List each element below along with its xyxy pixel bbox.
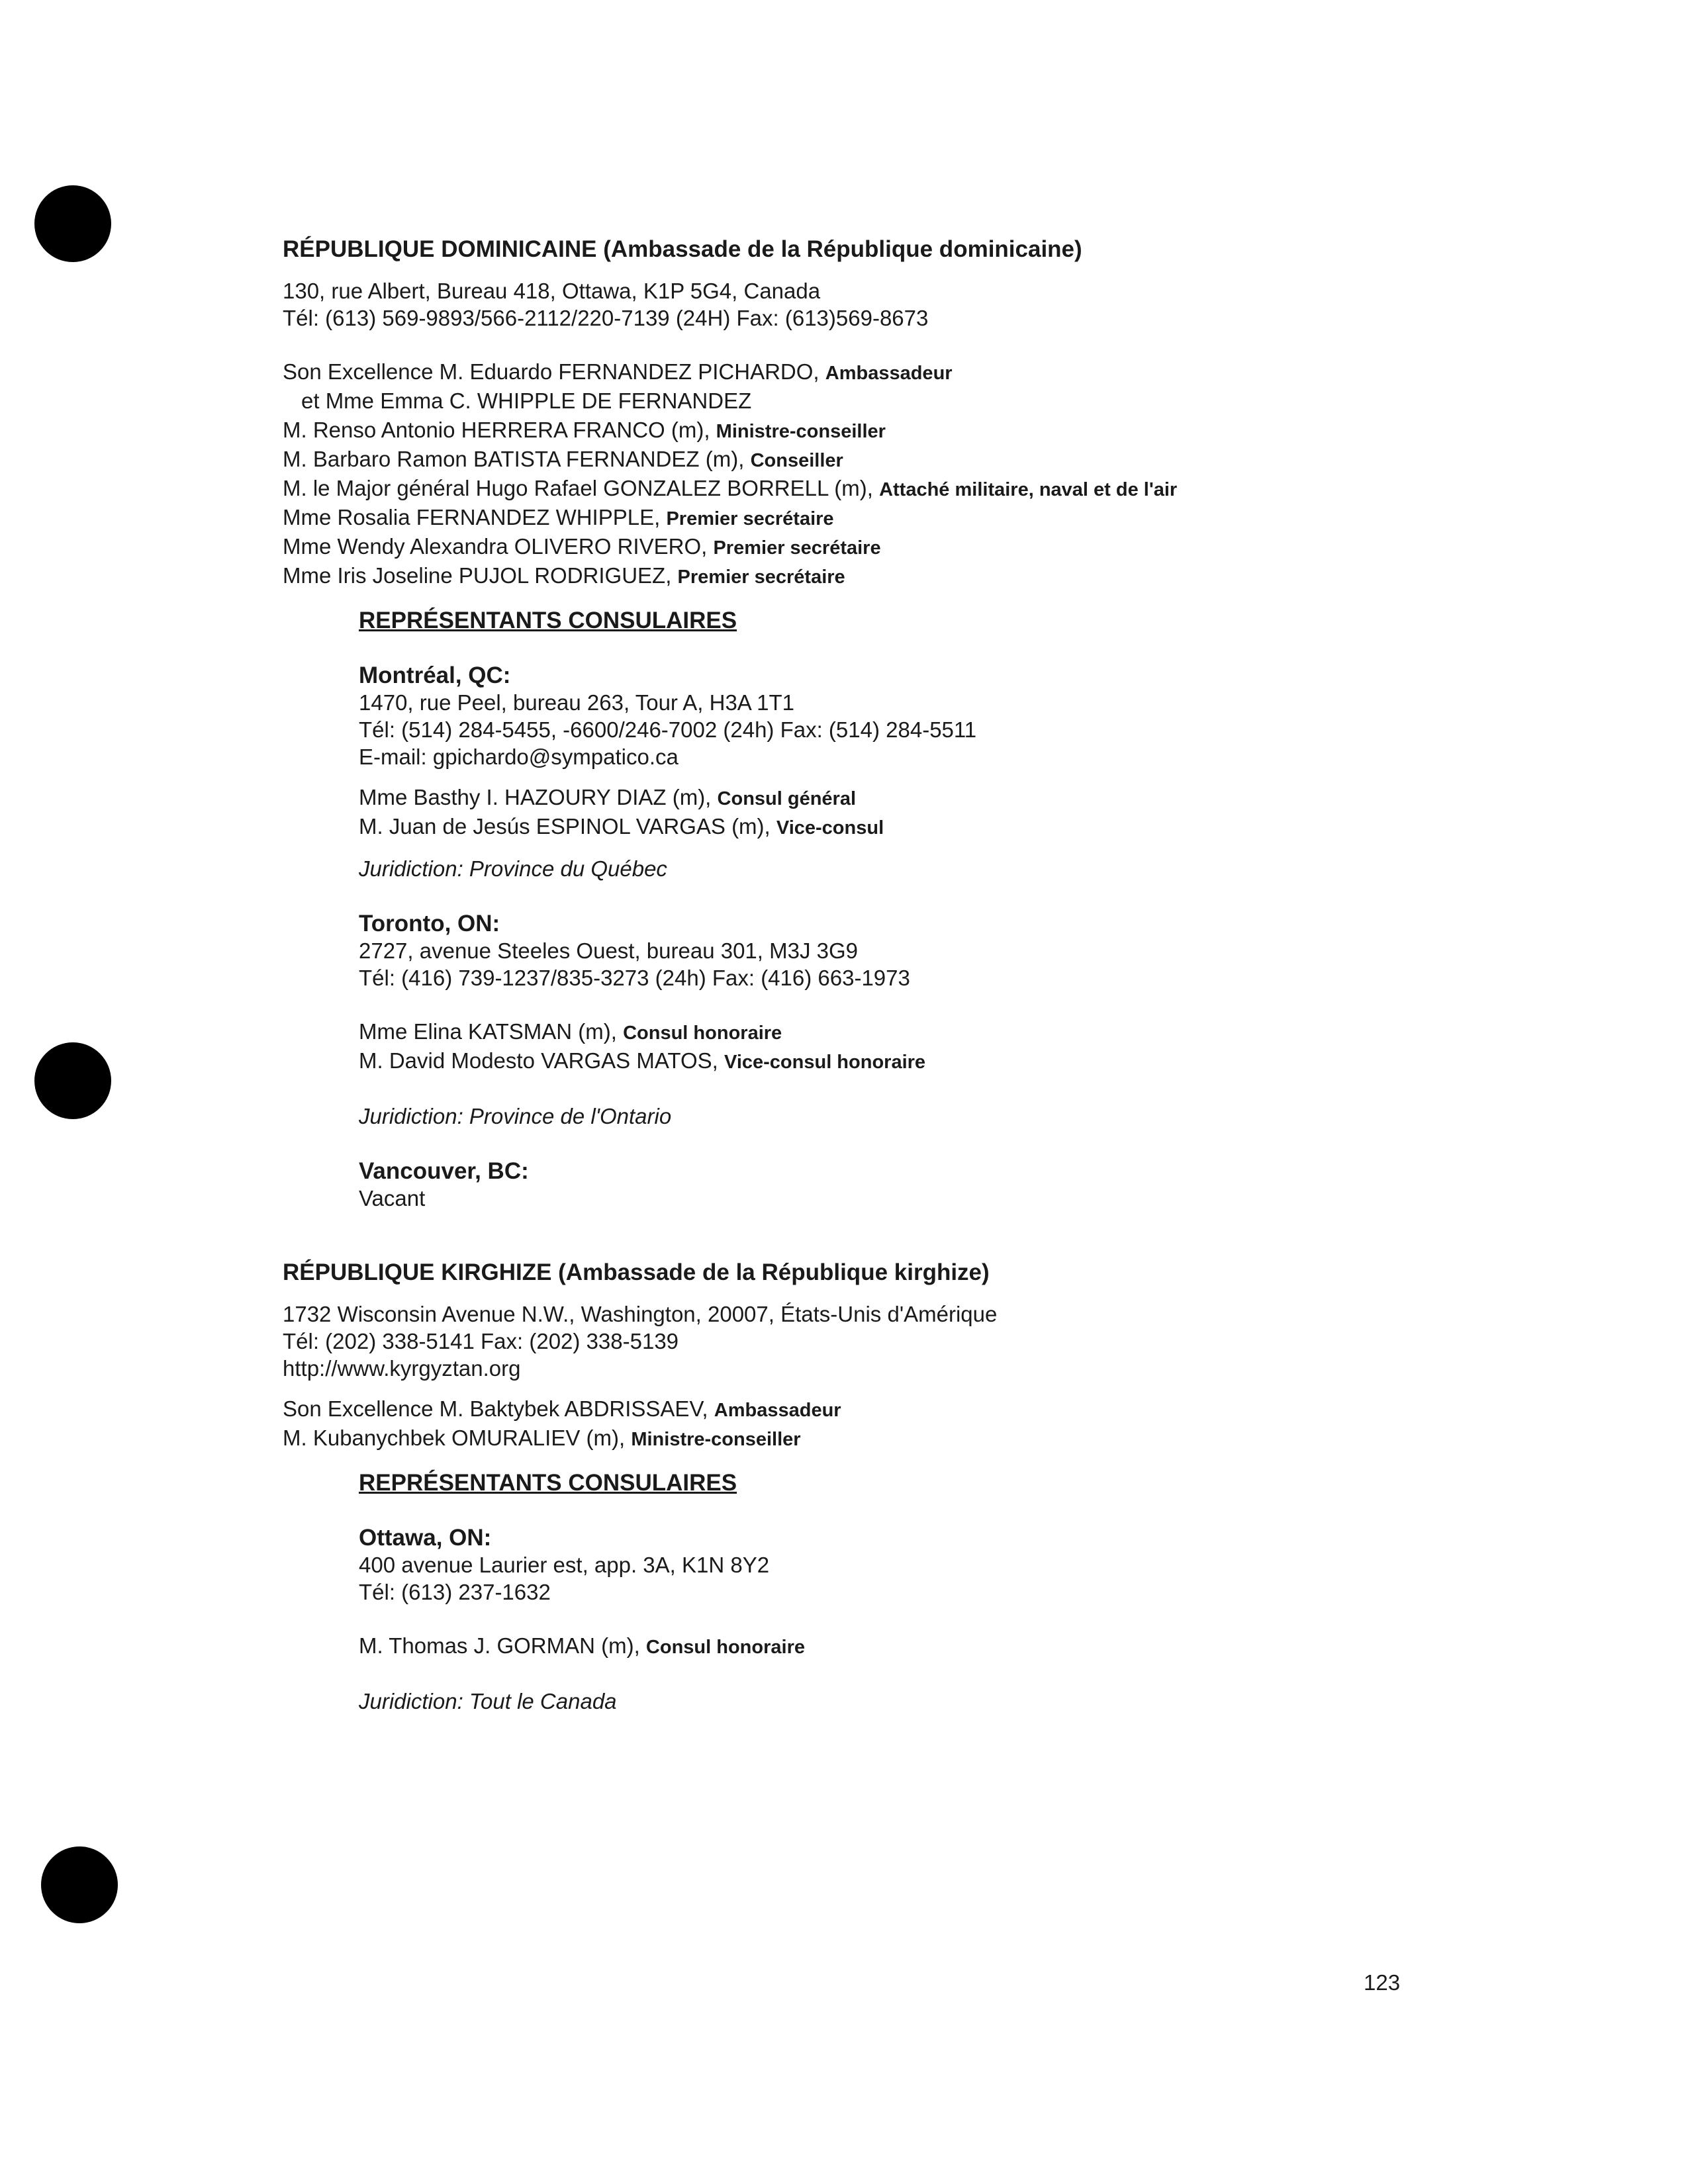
jurisdiction: Juridiction: Province du Québec — [359, 856, 667, 881]
office-phone: Tél: (416) 739-1237/835-3273 (24h) Fax: (416) 663-1973 — [359, 966, 910, 990]
staff-entry: M. Kubanychbek OMURALIEV (m), Ministre-conseiller — [283, 1426, 801, 1450]
office-address: 2727, avenue Steeles Ouest, bureau 301, M3J 3G9 — [359, 938, 859, 963]
staff-entry: Mme Elina KATSMAN (m), Consul honoraire — [359, 1019, 782, 1044]
office-city: Montréal, QC: — [359, 662, 511, 688]
phone-line: Tél: (613) 569-9893/566-2112/220-7139 (24H) Fax: (613)569-8673 — [283, 306, 929, 330]
country-heading: RÉPUBLIQUE KIRGHIZE (Ambassade de la République kirghize) — [283, 1259, 990, 1285]
binder-hole-top — [34, 185, 111, 262]
country-section-dominican — [283, 235, 1607, 1212]
staff-entry: M. Thomas J. GORMAN (m), Consul honoraire — [359, 1633, 805, 1658]
staff-entry: M. Renso Antonio HERRERA FRANCO (m), Ministre-conseiller — [283, 418, 886, 442]
staff-entry: M. Juan de Jesús ESPINOL VARGAS (m), Vice-consul — [359, 814, 884, 839]
office-montreal — [359, 662, 1607, 882]
staff-list — [283, 358, 1607, 591]
staff-entry: M. Barbaro Ramon BATISTA FERNANDEZ (m), Conseiller — [283, 447, 843, 471]
document-page — [283, 235, 1607, 1751]
office-address: 1470, rue Peel, bureau 263, Tour A, H3A 1T1 — [359, 690, 795, 715]
staff-list — [283, 1395, 1607, 1453]
staff-entry: M. le Major général Hugo Rafael GONZALEZ BORRELL (m), Attaché militaire, naval et de l'air — [283, 476, 1178, 500]
page-number: 123 — [1364, 1970, 1401, 1995]
jurisdiction: Juridiction: Tout le Canada — [359, 1689, 617, 1713]
staff-entry: Mme Rosalia FERNANDEZ WHIPPLE, Premier secrétaire — [283, 505, 834, 529]
country-section-kyrgyz — [283, 1258, 1607, 1715]
consular-section — [359, 607, 1607, 1212]
office-phone: Tél: (514) 284-5455, -6600/246-7002 (24h) Fax: (514) 284-5511 — [359, 717, 977, 742]
phone-line: Tél: (202) 338-5141 Fax: (202) 338-5139 — [283, 1329, 679, 1353]
office-toronto — [359, 910, 1607, 1130]
consular-heading: REPRÉSENTANTS CONSULAIRES — [359, 1470, 737, 1496]
staff-entry: Son Excellence M. Baktybek ABDRISSAEV, Ambassadeur — [283, 1396, 841, 1421]
staff-entry: et Mme Emma C. WHIPPLE DE FERNANDEZ — [301, 388, 752, 413]
staff-entry: Mme Wendy Alexandra OLIVERO RIVERO, Premier secrétaire — [283, 534, 881, 559]
office-city: Vancouver, BC: — [359, 1158, 529, 1184]
office-email: E-mail: gpichardo@sympatico.ca — [359, 745, 679, 769]
office-city: Toronto, ON: — [359, 911, 500, 936]
office-status: Vacant — [359, 1186, 426, 1210]
office-city: Ottawa, ON: — [359, 1525, 492, 1551]
binder-hole-bottom — [41, 1846, 118, 1923]
address-line: 130, rue Albert, Bureau 418, Ottawa, K1P 5G4, Canada — [283, 279, 821, 303]
office-ottawa — [359, 1524, 1607, 1715]
address-line: 1732 Wisconsin Avenue N.W., Washington, 20007, États-Unis d'Amérique — [283, 1302, 998, 1326]
country-heading: RÉPUBLIQUE DOMINICAINE (Ambassade de la République dominicaine) — [283, 236, 1082, 262]
office-vancouver — [359, 1158, 1607, 1212]
jurisdiction: Juridiction: Province de l'Ontario — [359, 1104, 672, 1128]
staff-entry: Mme Basthy I. HAZOURY DIAZ (m), Consul général — [359, 785, 857, 809]
staff-entry: Son Excellence M. Eduardo FERNANDEZ PICHARDO, Ambassadeur — [283, 359, 953, 384]
consular-section — [359, 1469, 1607, 1715]
website-line: http://www.kyrgyztan.org — [283, 1356, 521, 1381]
staff-entry: Mme Iris Joseline PUJOL RODRIGUEZ, Premier secrétaire — [283, 563, 845, 588]
office-phone: Tél: (613) 237-1632 — [359, 1580, 551, 1604]
office-address: 400 avenue Laurier est, app. 3A, K1N 8Y2 — [359, 1553, 770, 1577]
consular-heading: REPRÉSENTANTS CONSULAIRES — [359, 608, 737, 633]
binder-hole-middle — [34, 1042, 111, 1119]
staff-entry: M. David Modesto VARGAS MATOS, Vice-consul honoraire — [359, 1048, 926, 1073]
